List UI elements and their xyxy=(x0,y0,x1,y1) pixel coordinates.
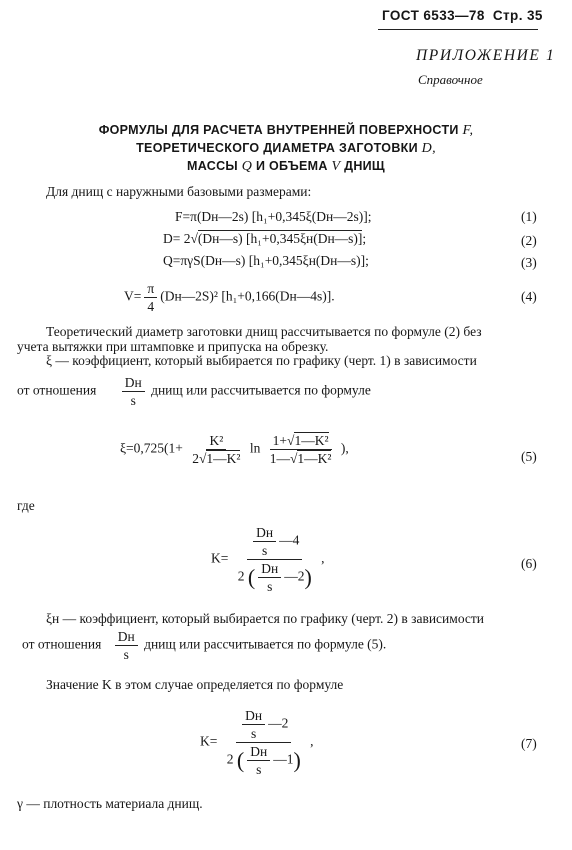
formula-7: K= $\frac{Dн}{s}$ —2 2 ( $\frac{Dн}{s}$ —1) , xyxy=(200,708,314,777)
formula-6-number: (6) xyxy=(521,556,537,571)
ratio-fraction: $\frac{Dн}{s}$ xyxy=(115,628,138,663)
fraction: $\frac{Dн}{s}$ —2 2 ( $\frac{Dн}{s}$ —1) xyxy=(226,708,301,777)
paragraph-3-line1: ξн — коэффициент, который выбирается по графику (черт. 2) в зависимости xyxy=(46,611,485,626)
fraction: $\frac{Dн}{s}$ xyxy=(258,560,281,595)
formula-1: F=π(Dн—2s) [h₁+0,345ξ(Dн—2s)]; xyxy=(175,209,372,224)
formula-2: D= 2√(Dн—s) [h₁+0,345ξн(Dн—s)]; xyxy=(163,231,367,246)
section-title-line1: ФОРМУЛЫ ДЛЯ РАСЧЕТА ВНУТРЕННЕЙ ПОВЕРХНОСТИ F, xyxy=(98,123,474,138)
paragraph-4: Значение K в этом случае определяется по формуле xyxy=(46,677,344,692)
formula-7-number: (7) xyxy=(521,736,537,751)
intro-text: Для днищ с наружными базовыми размерами: xyxy=(46,184,312,199)
formula-5: ξ=0,725(1+ $\frac{\text{K²}}{\text{2√1—K²}}$ ln $\frac{\text{1+√1—K²}}{\text{1—√1—K²}}$ ), xyxy=(120,433,349,466)
fraction: $\frac{\text{K²}}{\text{2√1—K²}}$ xyxy=(192,433,241,466)
page-number: Стр. 35 xyxy=(492,8,543,23)
formula-1-number: (1) xyxy=(521,209,537,224)
paragraph-5: γ — плотность материала днищ. xyxy=(17,796,203,811)
section-title-line3: МАССЫ Q И ОБЪЕМА V ДНИЩ xyxy=(187,159,385,174)
fraction: $\frac{\pi}{4}$ xyxy=(144,280,157,315)
formula-4-number: (4) xyxy=(521,289,537,304)
fraction: $\frac{Dн}{s}$ xyxy=(247,743,270,778)
section-title-line2: ТЕОРЕТИЧЕСКОГО ДИАМЕТРА ЗАГОТОВКИ D, xyxy=(136,141,436,156)
formula-3: Q=πγS(Dн—s) [h₁+0,345ξн(Dн—s)]; xyxy=(163,253,369,268)
page-header xyxy=(382,8,543,23)
paragraph-3-line2: от отношения $\frac{Dн}{s}$ днищ или рассчитывается по формуле (5). xyxy=(22,629,387,662)
where-label: где xyxy=(17,498,35,513)
formula-2-number: (2) xyxy=(521,233,537,248)
formula-3-number: (3) xyxy=(521,255,537,270)
paragraph-2-line1: ξ — коэффициент, который выбирается по графику (черт. 1) в зависимости xyxy=(46,353,477,368)
fraction: $\frac{Dн}{s}$ xyxy=(242,707,265,742)
paragraph-1-line2: учета вытяжки при штамповке и припуска на обрезку. xyxy=(17,339,329,354)
fraction: $\frac{\text{1+√1—K²}}{\text{1—√1—K²}}$ xyxy=(269,433,332,466)
standard-number: ГОСТ 6533—78 xyxy=(382,8,485,23)
appendix-title: ПРИЛОЖЕНИЕ 1 xyxy=(416,47,556,64)
fraction: $\frac{Dн}{s}$ —4 2 ( $\frac{Dн}{s}$ —2) xyxy=(237,525,312,594)
ratio-fraction: $\frac{Dн}{s}$ xyxy=(122,374,145,409)
formula-6: K= $\frac{Dн}{s}$ —4 2 ( $\frac{Dн}{s}$ —2) , xyxy=(211,525,325,594)
appendix-subtitle: Справочное xyxy=(418,72,483,87)
formula-4: V= $\frac{\pi}{4}$ (Dн—2S)² [h₁+0,166(Dн—4s)]. xyxy=(124,281,335,314)
paragraph-2-line2: от отношения $\frac{Dн}{s}$ днищ или рассчитывается по формуле xyxy=(17,375,371,408)
formula-5-number: (5) xyxy=(521,449,537,464)
fraction: $\frac{Dн}{s}$ xyxy=(253,524,276,559)
paragraph-1-line1: Теоретический диаметр заготовки днищ рассчитывается по формуле (2) без xyxy=(46,324,482,339)
header-rule xyxy=(378,29,538,30)
